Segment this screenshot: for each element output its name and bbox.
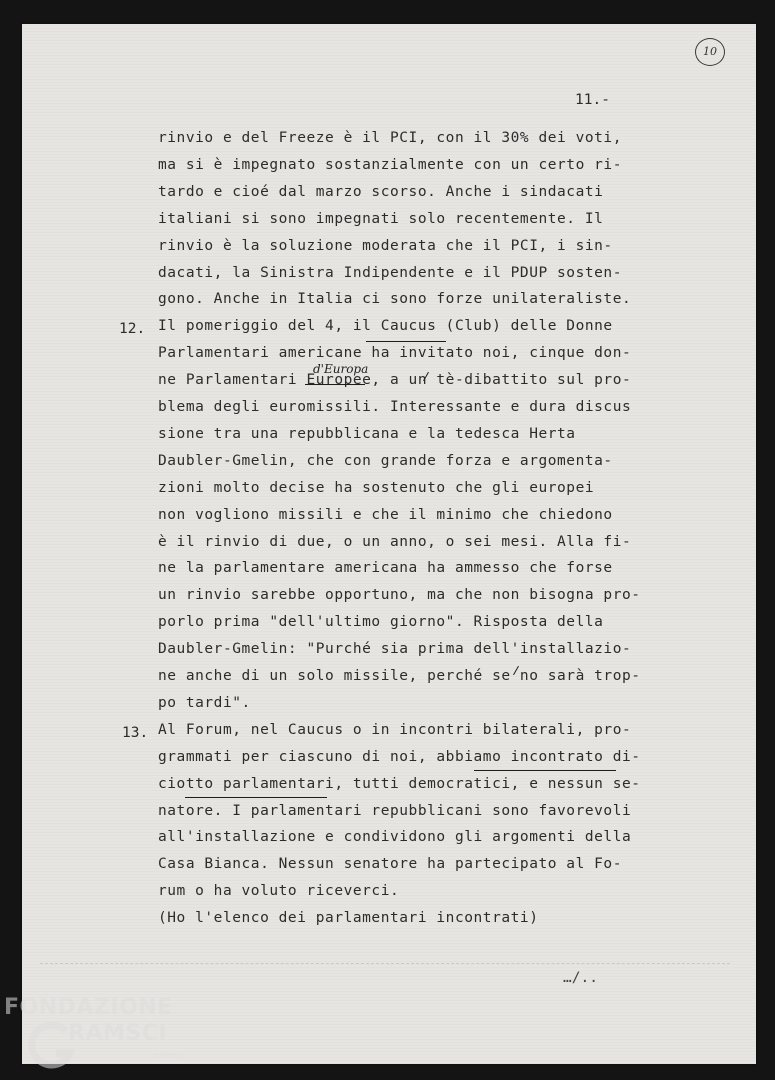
text-line: po tardi".	[158, 694, 251, 711]
watermark-logo	[4, 995, 204, 1075]
text-line: Al Forum, nel Caucus o in incontri bilaterali, pro-	[158, 721, 632, 738]
text-line: porlo prima "dell'ultimo giorno". Risposta della	[158, 614, 604, 631]
handwritten-underline	[366, 341, 446, 342]
handwritten-insertion: d'Europa	[313, 362, 369, 376]
continuation-mark: …/..	[563, 970, 598, 986]
text-line: ne Parlamentari Europee, a un tè-dibattito sul pro-	[158, 372, 632, 389]
text-line: sione tra una repubblicana e la tedesca Herta	[158, 425, 576, 442]
text-line: blema degli euromissili. Interessante e dura discus	[158, 399, 632, 415]
text-line: ciotto parlamentari, tutti democratici, e nessun se-	[158, 775, 641, 792]
text-line: ma si è impegnato sostanzialmente con un certo ri-	[158, 156, 622, 173]
text-line: dacati, la Sinistra Indipendente e il PDUP sosten-	[158, 264, 622, 281]
item-number: 13.	[122, 725, 149, 741]
text-line: un rinvio sarebbe opportuno, ma che non bisogna pro-	[158, 587, 641, 604]
text-line: ne la parlamentare americana ha ammesso che forse	[158, 560, 613, 577]
text-line: all'installazione e condividono gli argomenti della	[158, 829, 632, 846]
strikethrough-mark	[305, 384, 365, 385]
watermark-title: FONDAZIONE	[4, 995, 173, 1020]
text-line: gono. Anche in Italia ci sono forze unilateraliste.	[158, 291, 632, 308]
text-line: non vogliono missili e che il minimo che chiedono	[158, 506, 613, 523]
watermark-tag: onlus	[154, 1051, 179, 1061]
text-line: zioni molto decise ha sostenuto che gli europei	[158, 479, 595, 496]
text-line: rinvio e del Freeze è il PCI, con il 30% dei voti,	[158, 130, 622, 146]
text-line: Il pomeriggio del 4, il Caucus (Club) delle Donne	[158, 318, 613, 335]
page-number: 11.-	[575, 92, 610, 108]
text-line: Daubler-Gmelin: "Purché sia prima dell'installazio-	[158, 641, 632, 658]
handwritten-underline	[474, 770, 616, 771]
text-line: (Ho l'elenco dei parlamentari incontrati)	[158, 910, 539, 927]
text-line: è il rinvio di due, o un anno, o sei mesi. Alla fi-	[158, 533, 632, 550]
text-line: Daubler-Gmelin, che con grande forza e argomenta-	[158, 452, 613, 469]
text-line: ne anche di un solo missile, perché se no sarà trop-	[158, 668, 641, 684]
text-line: italiani si sono impegnati solo recentemente. Il	[158, 210, 604, 227]
archive-stamp: 10	[695, 38, 725, 66]
handwritten-underline	[185, 797, 327, 798]
text-line: Casa Bianca. Nessun senatore ha partecipato al Fo-	[158, 856, 622, 873]
text-line: Parlamentari americane ha invitato noi, cinque don-	[158, 345, 632, 362]
text-line: tardo e cioé dal marzo scorso. Anche i sindacati	[158, 183, 604, 200]
item-number: 12.	[119, 321, 146, 337]
paper-fold-line	[40, 963, 730, 964]
text-line: natore. I parlamentari repubblicani sono favorevoli	[158, 802, 632, 819]
text-line: grammati per ciascuno di noi, abbiamo incontrato di-	[158, 748, 641, 765]
text-line: rum o ha voluto riceverci.	[158, 883, 400, 900]
text-line: rinvio è la soluzione moderata che il PCI, i sin-	[158, 237, 613, 254]
watermark-subtitle: RAMSCI	[68, 1021, 168, 1046]
